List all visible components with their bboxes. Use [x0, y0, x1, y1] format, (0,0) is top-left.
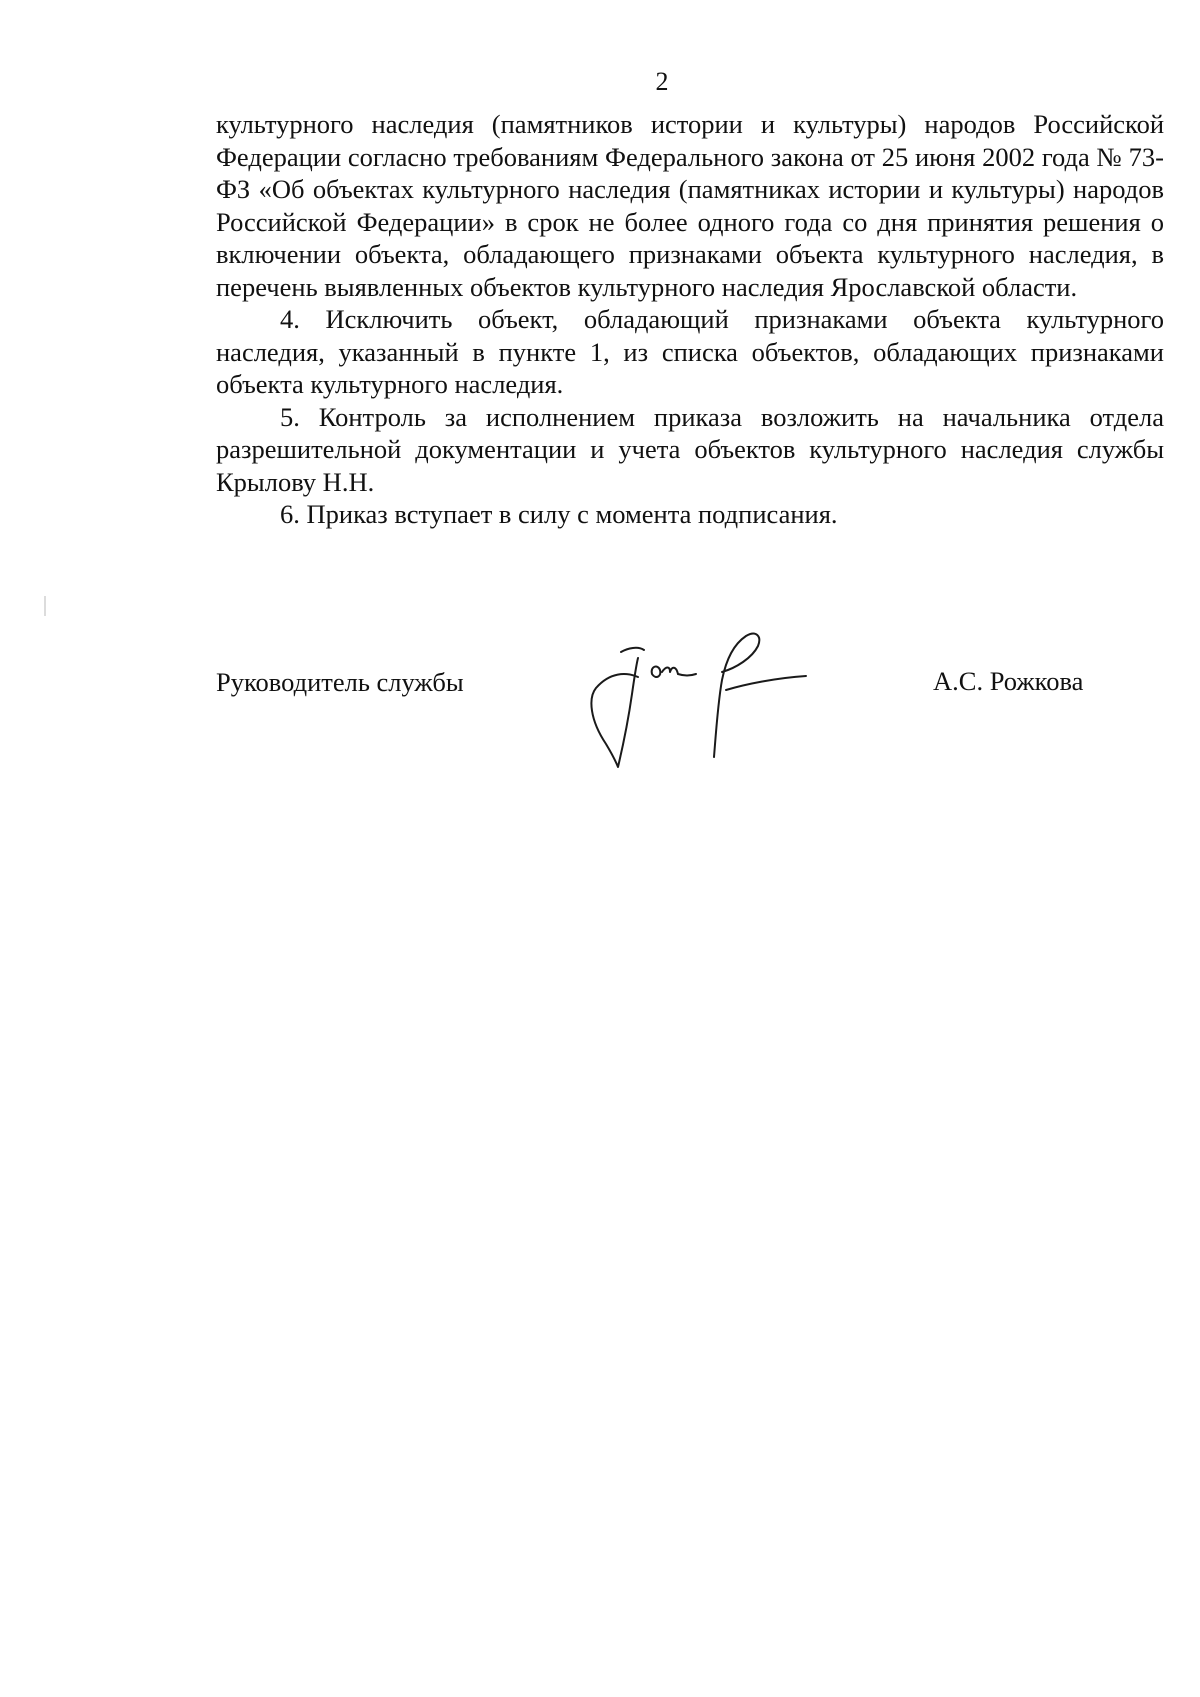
scan-artifact [44, 596, 46, 616]
paragraph-item-6: 6. Приказ вступает в силу с момента подписания. [280, 499, 838, 529]
signatory-position: Руководитель службы [216, 667, 464, 697]
paragraph-item-4: 4. Исключить объект, обладающий признаками объекта культурного наследия, указанный в пункте 1, из списка объектов, обладающих признаками объекта культурного наследия. [216, 304, 1164, 399]
page-number: 2 [655, 67, 669, 96]
handwritten-signature [566, 622, 826, 772]
paragraph-item-5: 5. Контроль за исполнением приказа возложить на начальника отдела разрешительной документации и учета объектов культурного наследия службы Крылову Н.Н. [216, 401, 1164, 497]
signatory-name: А.С. Рожкова [933, 666, 1084, 696]
paragraph-continuation: культурного наследия (памятников истории и культуры) народов Российской Федерации согласно требованиям Федерального закона от 25 июня 2002 года № 73-ФЗ «Об объектах культурного наследия (памятниках истории и культуры) народов Российской Федерации» в срок не более одного года со дня принятия решения о включении объекта, обладающего признаками объекта культурного наследия, в перечень выявленных объектов культурного наследия Ярославской области. [216, 109, 1164, 302]
document-body [216, 108, 1164, 531]
